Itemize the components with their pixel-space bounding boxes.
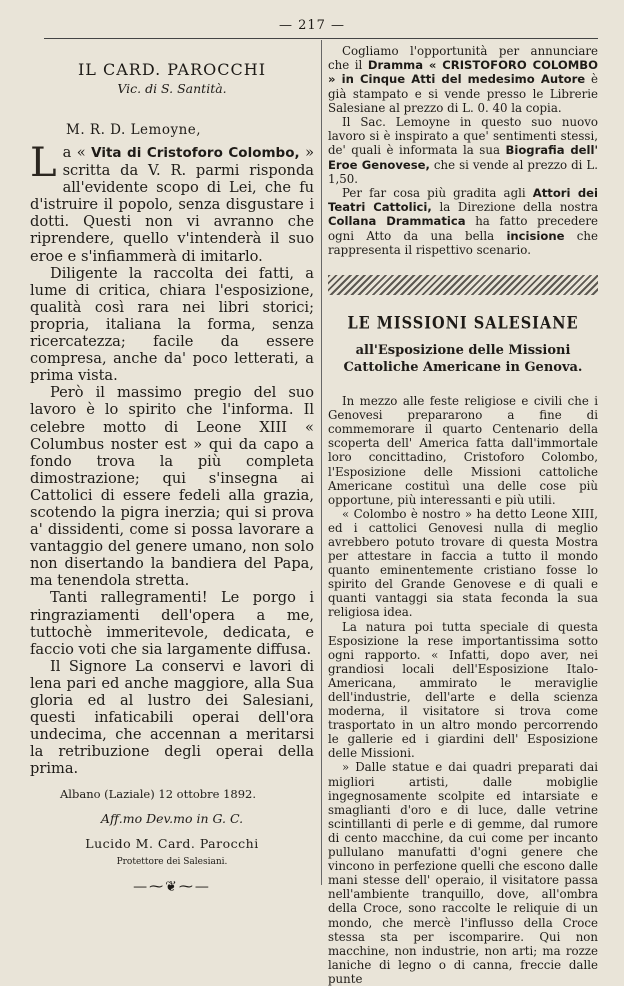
article-paragraph: In mezzo alle feste religiose e civili che i Genovesi prepararono a fine di commemorare il quarto Centenario della scoperta dell' America fatta dall'immortale loro concittadino, Cristoforo Colombo, l'Esposizione delle Missioni cattoliche Americane costituì una delle cose più opportune, più interessanti e più utili. [328, 394, 598, 507]
letter-paragraph: Però il massimo pregio del suo lavoro è lo spirito che l'informa. Il celebre motto di Leone XIII « Columbus noster est » qui da capo a fondo trova la più completa dimostrazione; qui s'insegna ai Cattolici di essere fedeli alla grazia, scotendo la pigra inerzia; qui si prova a' dissidenti, come si possa lavorare a vantaggio del genere umano, non solo non disertando la bandiera del Papa, ma tenendola stretta. [30, 384, 314, 590]
article-paragraph: » Dalle statue e dai quadri preparati dai migliori artisti, dalle mobiglie ingegnosamente scolpite ed intarsiate e smaglianti d'oro e di luce, dalle vetrine scintillanti di perle e di gemme, dal rumore di cento macchine, da cui come per incanto pullulano manufatti d'ogni genere che vincono in perfezione quelli che escono dalle mani stesse dell' operaio, il visitatore passa nell'ambiente tranquillo, dove, all'ombra della Croce, sono raccolte le reliquie di un mondo, che mercè l'influsso della Croce stessa sta per iscomparire. Qui non macchine, non industrie, non arti; ma rozze laniche di legno o di canna, freccie dalle punte [328, 760, 598, 986]
announcement-paragraph: Il Sac. Lemoyne in questo suo nuovo lavoro si è inspirato a que' sentimenti stessi, de' quali è informata la sua Biografia dell' Eroe Genovese, che si vende al prezzo di L. 1,50. [328, 115, 599, 186]
letter-body [30, 140, 314, 778]
right-column [328, 44, 598, 986]
article-paragraph: La natura poi tutta speciale di questa Esposizione la rese importantissima sotto ogni rapporto. « Infatti, dopo aver, nei grandiosi locali dell'Esposizione Italo-Americana, ammirato le meraviglie dell'industrie, dell'arte e della scienza moderna, il visitatore si trova come trasportato in un altro mondo percorrendo le gallerie ed i giardini dell' Esposizione delle Missioni. [328, 619, 598, 761]
letter-paragraph: Il Signore La conservi e lavori di lena pari ed anche maggiore, alla Sua gloria ed al lustro dei Salesiani, questi infaticabili operai dell'ora undecima, che accennan a meritarsi la retribuzione degli operai della prima. [30, 657, 314, 778]
place-date: Albano (Laziale) 12 ottobre 1892. [60, 787, 257, 802]
signature: Lucido M. Card. Parocchi [85, 836, 259, 852]
letter-subtitle: Vic. di S. Santità. [117, 81, 227, 96]
hatched-separator [328, 275, 598, 295]
letter-salutation: M. R. D. Lemoyne, [66, 122, 202, 138]
ornament: —⁓❦⁓— [133, 879, 211, 896]
announcement-paragraph: Cogliamo l'opportunità per annunciare che il Dramma « CRISTOFORO COLOMBO » in Cinque Atti del medesimo Autore è già stampato e si vende presso le Librerie Salesiane al prezzo di L. 0. 40 la copia. [328, 44, 598, 115]
letter-title: IL CARD. PAROCCHI [77, 60, 267, 79]
article-body [328, 394, 598, 986]
dropcap: L [30, 140, 57, 186]
column-divider [321, 40, 322, 885]
work-title: Vita di Cristoforo Colombo, [91, 145, 300, 161]
letter-paragraph: La « Vita di Cristoforo Colombo, » scritta da V. R. parmi risponda all'evidente scopo di Lei, che fu d'istruire il popolo, senza disgustare i dotti. Questi non vi avranno che riprendere, quello v'intenderà il suo eroe e s'infiammerà di imitarlo. [30, 140, 314, 265]
letter-paragraph: Diligente la raccolta dei fatti, a lume di critica, chiara l'esposizione, qualità così rara nei libri storici; propria, italiana la forma, senza ricercatezza; facile da essere compresa, anche da' poco letterati, a prima vista. [30, 264, 314, 385]
closing: Aff.mo Dev.mo in G. C. [100, 811, 244, 827]
announcement [328, 44, 598, 257]
article-paragraph: « Colombo è nostro » ha detto Leone XIII, ed i cattolici Genovesi nulla di meglio avrebbero potuto trovare di questa Mostra per attestare in faccia a tutto il mondo quanto eminentemente cristiano fosse lo spirito del Grande Genovese e di quali e quanti vantaggi sia stata feconda la sua religiosa idea. [328, 506, 598, 620]
letter-column [30, 56, 314, 895]
section-subtitle: all'Esposizione delle Missioni Cattoliche Americane in Genova. [343, 343, 583, 376]
page-number: — 217 — [278, 18, 346, 33]
letter-paragraph: Tanti rallegramenti! Le porgo i ringraziamenti dell'opera a me, tuttochè immeritevole, dedicata, e faccio voti che sia largamente diffusa. [30, 589, 314, 658]
announcement-paragraph: Per far cosa più gradita agli Attori dei Teatri Cattolici, la Direzione della nostra Collana Drammatica ha fatto precedere ogni Atto da una bella incisione che rappresenta il rispettivo scenario. [328, 186, 599, 257]
section-title: LE MISSIONI SALESIANE [347, 313, 579, 334]
signature-note: Protettore dei Salesiani. [116, 857, 228, 868]
header-rule [44, 38, 598, 39]
